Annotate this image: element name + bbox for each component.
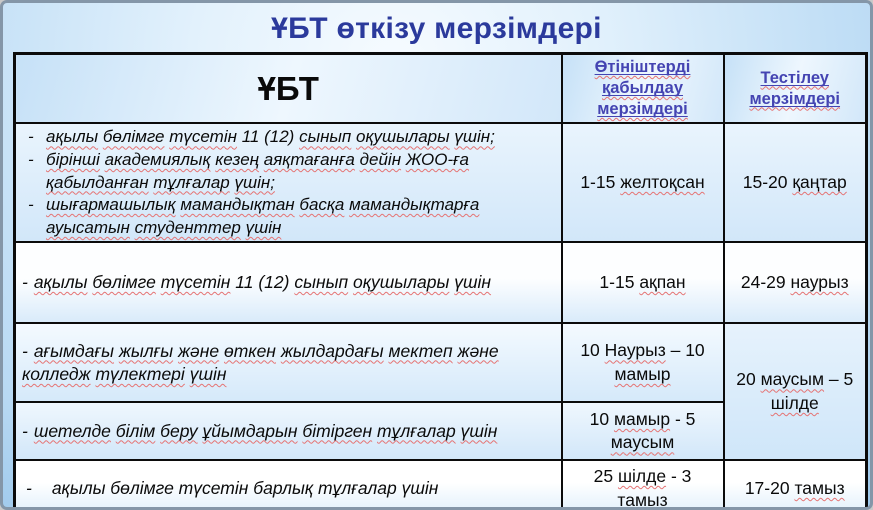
table-header-row	[15, 54, 867, 124]
apply-dates-cell: 1-15 ақпан	[562, 242, 724, 323]
apply-dates-cell: 10 мамыр - 5 маусым	[562, 402, 724, 460]
list-item	[22, 126, 555, 149]
category-text: бірінші академиялық кезең аяқтағанға дейін ЖОО-ға қабылданған тұлғалар үшін;	[46, 149, 469, 192]
bullet-dash: -	[26, 477, 32, 498]
bullet-dash: -	[28, 127, 34, 147]
apply-dates-cell: 25 шілде - 3 тамыз	[562, 460, 724, 510]
bullet-dash: -	[22, 272, 28, 293]
col-header-testing	[724, 54, 867, 124]
category-cell	[15, 242, 562, 323]
table-row	[15, 323, 867, 402]
category-text: ақылы бөлімге түсетін 11 (12) сынып оқушылары үшін;	[46, 127, 495, 147]
category-cell	[15, 402, 562, 460]
table-row	[15, 242, 867, 323]
category-text: шығармашылық мамандықтан басқа мамандықтарға ауысатын студенттер үшін	[46, 195, 480, 237]
apply-dates-cell: 10 Наурыз – 10 мамыр	[562, 323, 724, 402]
category-text: шетелде білім беру ұйымдарын бітірген тұлғалар үшін	[33, 420, 498, 441]
bullet-dash: -	[28, 149, 34, 169]
col-header-testing-label: Тестілеу мерзімдері	[749, 68, 841, 108]
table-row	[15, 460, 867, 510]
list-item	[22, 194, 555, 239]
category-bullet-list	[22, 126, 555, 239]
category-cell	[15, 123, 562, 242]
col-header-applications-label: Өтініштерді қабылдау мерзімдері	[594, 58, 691, 119]
category-text: ағымдағы жылғы және өткен жылдардағы мектеп және колледж түлектері үшін	[22, 340, 499, 384]
category-text: ақылы бөлімге түсетін 11 (12) сынып оқушылары үшін	[33, 272, 492, 293]
test-dates-cell-merged: 20 маусым – 5 шілде	[724, 323, 867, 460]
schedule-table	[13, 52, 868, 510]
test-dates-cell: 24-29 наурыз	[724, 242, 867, 323]
col-header-applications	[562, 54, 724, 124]
list-item	[22, 149, 555, 194]
page-title: ҰБТ өткізу мерзімдері	[271, 12, 602, 45]
table-row	[15, 123, 867, 242]
category-text: ақылы бөлімге түсетін барлық тұлғалар үшін	[51, 477, 439, 498]
test-dates-cell: 17-20 тамыз	[724, 460, 867, 510]
category-cell	[15, 460, 562, 510]
bullet-dash: -	[22, 340, 28, 361]
apply-dates-cell: 1-15 желтоқсан	[562, 123, 724, 242]
bullet-dash: -	[28, 195, 34, 215]
bullet-dash: -	[22, 420, 28, 441]
col-header-ubt: ҰБТ	[15, 54, 562, 124]
category-cell	[15, 323, 562, 402]
test-dates-cell: 15-20 қаңтар	[724, 123, 867, 242]
